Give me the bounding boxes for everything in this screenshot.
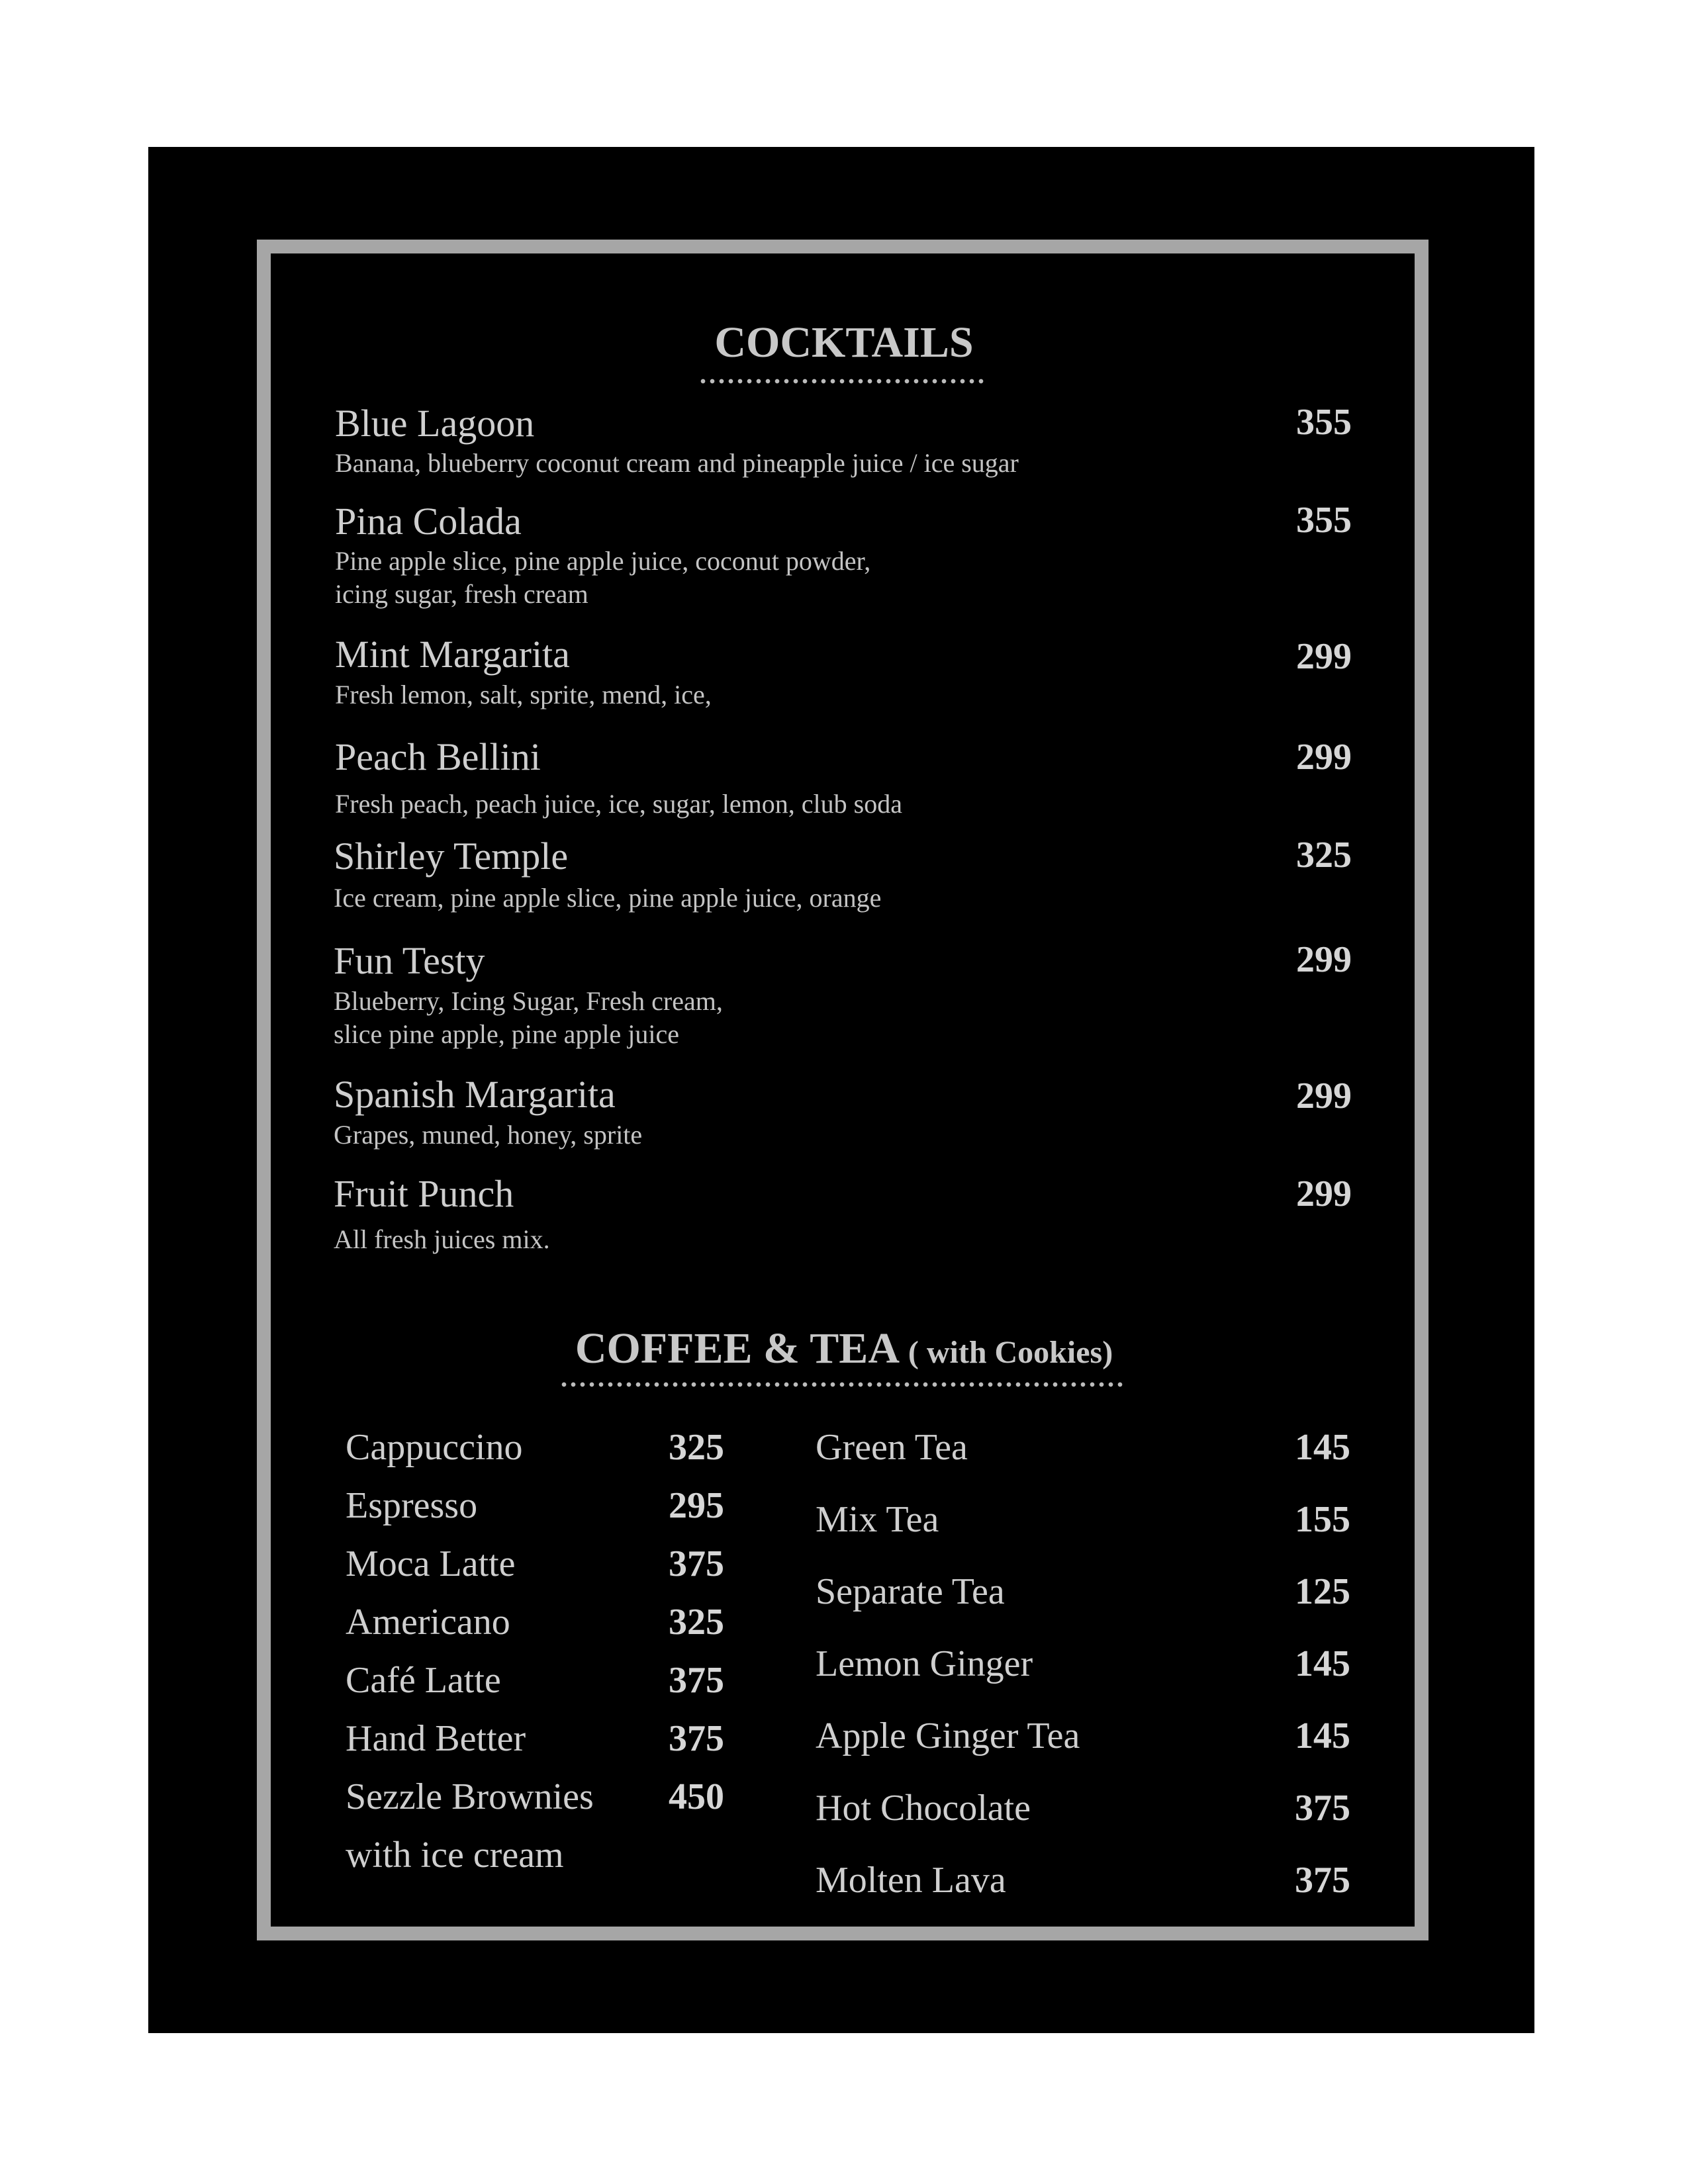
cocktail-item-name: Spanish Margarita [334, 1073, 616, 1116]
cocktail-item-price: 325 [1296, 835, 1352, 876]
cocktail-item-name: Peach Bellini [335, 735, 541, 778]
cocktail-item-desc: Grapes, muned, honey, sprite [334, 1120, 643, 1150]
coffee-tea-heading [463, 1324, 1225, 1374]
coffee-item-price: 325 [669, 1602, 724, 1643]
coffee-item-name: Hand Better [346, 1718, 526, 1759]
coffee-item-name: Espresso [346, 1485, 478, 1526]
tea-item-name: Molten Lava [816, 1860, 1006, 1901]
coffee-item-price: 450 [669, 1776, 724, 1817]
cocktail-item-desc: Pine apple slice, pine apple juice, coconut powder, [335, 546, 871, 576]
cocktail-item-desc: Fresh lemon, salt, sprite, mend, ice, [335, 680, 712, 709]
coffee-item-name: Cappuccino [346, 1427, 523, 1468]
cocktails-heading: COCKTAILS [714, 318, 974, 367]
cocktail-item-desc: Ice cream, pine apple slice, pine apple juice, orange [334, 883, 882, 913]
coffee-item-name: Sezzle Brownies [346, 1776, 594, 1817]
tea-item-price: 145 [1295, 1715, 1350, 1756]
tea-item-price: 375 [1295, 1860, 1350, 1901]
cocktail-item-desc: Banana, blueberry coconut cream and pineapple juice / ice sugar [335, 448, 1019, 478]
cocktail-item-desc: icing sugar, fresh cream [335, 579, 588, 609]
coffee-item-price: 375 [669, 1660, 724, 1701]
coffee-item-name: Moca Latte [346, 1543, 516, 1584]
cocktail-item-desc: slice pine apple, pine apple juice [334, 1019, 680, 1049]
cocktail-item-price: 355 [1296, 402, 1352, 443]
tea-item-name: Apple Ginger Tea [816, 1715, 1080, 1756]
cocktail-item-price: 299 [1296, 636, 1352, 677]
coffee-item-name: with ice cream [346, 1835, 564, 1876]
tea-item-price: 155 [1295, 1499, 1350, 1540]
tea-item-name: Green Tea [816, 1427, 968, 1468]
tea-item-name: Separate Tea [816, 1571, 1005, 1612]
coffee-item-price: 325 [669, 1427, 724, 1468]
cocktail-item-desc: Blueberry, Icing Sugar, Fresh cream, [334, 986, 723, 1016]
tea-item-name: Lemon Ginger [816, 1643, 1033, 1684]
coffee-item-name: Americano [346, 1602, 510, 1643]
tea-item-price: 145 [1295, 1643, 1350, 1684]
cocktail-item-price: 299 [1296, 1075, 1352, 1116]
cocktail-item-name: Mint Margarita [335, 633, 570, 676]
coffee-item-price: 375 [669, 1718, 724, 1759]
cocktail-item-desc: All fresh juices mix. [334, 1224, 550, 1254]
tea-item-name: Mix Tea [816, 1499, 939, 1540]
coffee-item-price: 375 [669, 1543, 724, 1584]
tea-item-price: 375 [1295, 1788, 1350, 1829]
cocktail-item-price: 299 [1296, 737, 1352, 778]
coffee-tea-heading-underline [559, 1382, 1125, 1387]
coffee-item-name: Café Latte [346, 1660, 501, 1701]
coffee-tea-subtitle: ( with Cookies) [908, 1335, 1113, 1370]
cocktail-item-price: 299 [1296, 939, 1352, 980]
tea-item-name: Hot Chocolate [816, 1788, 1031, 1829]
cocktail-item-desc: Fresh peach, peach juice, ice, sugar, lemon, club soda [335, 789, 902, 819]
cocktails-heading-underline [698, 379, 986, 384]
cocktail-item-price: 355 [1296, 500, 1352, 541]
cocktail-item-name: Blue Lagoon [335, 402, 535, 445]
tea-item-price: 125 [1295, 1571, 1350, 1612]
coffee-tea-title: COFFEE & TEA [575, 1324, 898, 1373]
cocktail-item-name: Pina Colada [335, 500, 522, 543]
cocktail-item-name: Shirley Temple [334, 835, 569, 878]
coffee-item-price: 295 [669, 1485, 724, 1526]
tea-item-price: 145 [1295, 1427, 1350, 1468]
cocktail-item-price: 299 [1296, 1173, 1352, 1214]
cocktail-item-name: Fruit Punch [334, 1172, 514, 1215]
cocktail-item-name: Fun Testy [334, 939, 485, 982]
